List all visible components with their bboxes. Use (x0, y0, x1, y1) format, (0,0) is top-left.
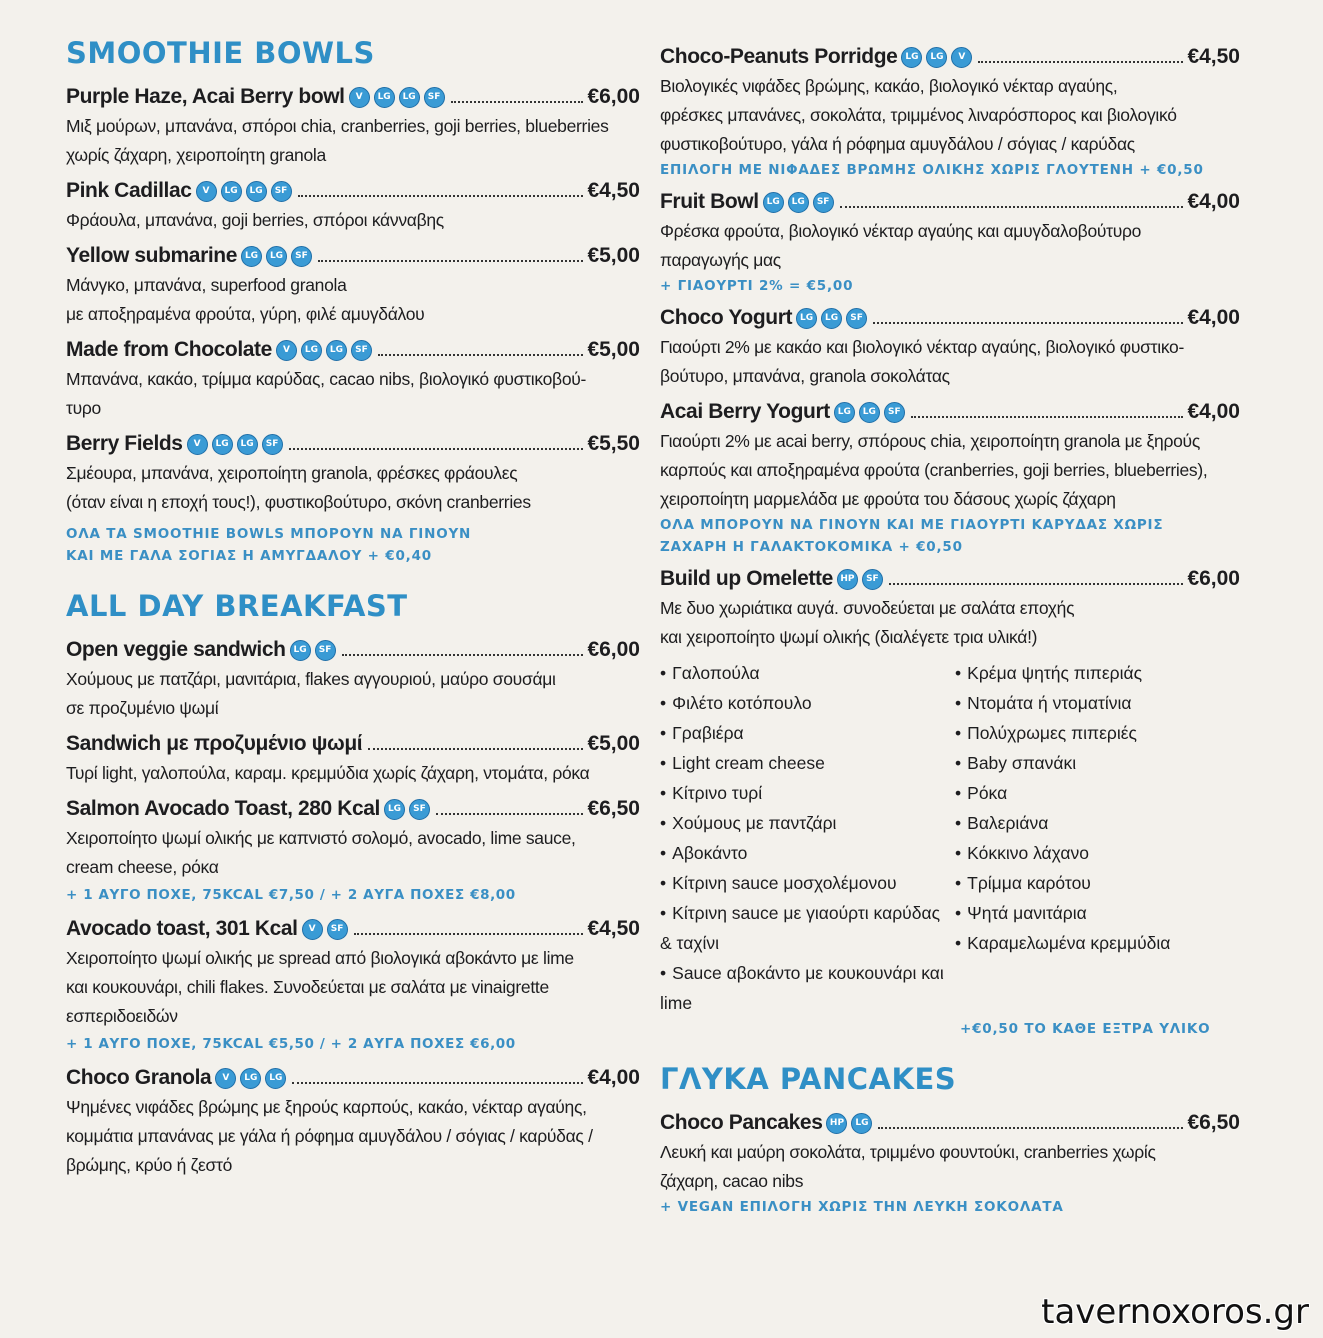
menu-item-header (66, 429, 640, 459)
menu-item-name: Avocado toast, 301 Kcal (66, 917, 298, 940)
ingredient-option: • Ψητά μανιτάρια (955, 898, 1170, 928)
menu-item-description: χειροποίητη μαρμελάδα με φρούτα του δάσους χωρίς ζάχαρη (660, 489, 1116, 509)
menu-item-description: Μπανάνα, κακάο, τρίμμα καρύδας, cacao nibs, βιολογικό φυστικοβού- (66, 369, 587, 389)
dietary-badges (187, 434, 283, 455)
menu-item-price: €5,00 (587, 732, 640, 755)
menu-item-extra-option: + 1 ΑΥΓΟ ΠΟΧΕ, 75KCAL €7,50 / + 2 ΑΥΓΑ ΠΟΧΕΣ €8,00 (66, 887, 516, 903)
menu-item (66, 635, 640, 723)
ingredient-option: • Κίτρινη sauce με γιαούρτι καρύδας & ταχίνι (660, 898, 955, 958)
dietary-badges (241, 246, 312, 267)
leader-dots (878, 1127, 1183, 1129)
breakfast-items (66, 635, 640, 1180)
dietary-badge-icon: LG (796, 308, 817, 329)
menu-item-header (66, 241, 640, 271)
ingredient-option: • Γραβιέρα (660, 718, 955, 748)
menu-item-header (66, 794, 640, 824)
menu-item-header (660, 564, 1240, 594)
dietary-badge-icon: SF (291, 246, 312, 267)
menu-item-description: Ψημένες νιφάδες βρώμης με ξηρούς καρπούς, κακάο, νέκταρ αγαύης, (66, 1097, 587, 1117)
ingredient-option: • Αβοκάντο (660, 838, 955, 868)
watermark: tavernoxoros.gr (1041, 1292, 1309, 1332)
ingredient-option: • Baby σπανάκι (955, 748, 1170, 778)
menu-item-note: + ΓΙΑΟΥΡΤΙ 2% = €5,00 (660, 278, 854, 294)
menu-item-price: €4,50 (587, 917, 640, 940)
dietary-badge-icon: SF (884, 402, 905, 423)
dietary-badge-icon: LG (301, 340, 322, 361)
right-column (660, 42, 1240, 1224)
dietary-badge-icon: LG (926, 47, 947, 68)
section-title-smoothie-bowls: SMOOTHIE BOWLS (66, 36, 375, 70)
menu-item (660, 42, 1240, 181)
menu-item-header (660, 303, 1240, 333)
dietary-badge-icon: LG (901, 47, 922, 68)
menu-item (66, 1063, 640, 1180)
menu-item-description: φρέσκες μπανάνες, σοκολάτα, τριμμένος λιναρόσπορος και βιολογικό (660, 105, 1177, 125)
dietary-badge-icon: V (196, 181, 217, 202)
menu-item (660, 303, 1240, 391)
dietary-badge-icon: SF (315, 640, 336, 661)
menu-item (66, 176, 640, 235)
smoothie-note-line: ΟΛΑ ΤΑ SMOOTHIE BOWLS ΜΠΟΡΟΥΝ ΝΑ ΓΙΝΟΥΝ (66, 526, 472, 542)
menu-item-price: €5,50 (587, 432, 640, 455)
menu-item-name: Pink Cadillac (66, 179, 192, 202)
menu-item-description: κομμάτια μπανάνας με γάλα ή ρόφημα αμυγδάλου / σόγιας / καρύδας / (66, 1126, 593, 1146)
dietary-badge-icon: LG (212, 434, 233, 455)
menu-item-name: Acai Berry Yogurt (660, 400, 830, 423)
menu-item-price: €5,00 (587, 338, 640, 361)
menu-item-description: cream cheese, ρόκα (66, 857, 219, 877)
dietary-badge-icon: SF (813, 192, 834, 213)
menu-item (66, 429, 640, 517)
leader-dots (911, 416, 1184, 418)
menu-item-note: ΕΠΙΛΟΓΗ ΜΕ ΝΙΦΑΔΕΣ ΒΡΩΜΗΣ ΟΛΙΚΗΣ ΧΩΡΙΣ ΓΛΟΥΤΕΝΗ + €0,50 (660, 162, 1204, 178)
left-column (66, 30, 640, 1186)
dietary-badge-icon: V (349, 87, 370, 108)
dietary-badge-icon: SF (351, 340, 372, 361)
dietary-badge-icon: SF (424, 87, 445, 108)
menu-item-header (66, 729, 640, 759)
menu-item-header (660, 187, 1240, 217)
leader-dots (354, 933, 584, 935)
menu-item-price: €6,00 (587, 85, 640, 108)
menu-item-extra-option: + 1 ΑΥΓΟ ΠΟΧΕ, 75KCAL €5,50 / + 2 ΑΥΓΑ ΠΟΧΕΣ €6,00 (66, 1036, 516, 1052)
menu-item-price: €4,00 (1187, 306, 1240, 329)
menu-item-note: + VEGAN ΕΠΙΛΟΓΗ ΧΩΡΙΣ ΤΗΝ ΛΕΥΚΗ ΣΟΚΟΛΑΤΑ (660, 1199, 1064, 1215)
leader-dots (292, 1082, 583, 1084)
leader-dots (318, 260, 583, 262)
dietary-badge-icon: V (215, 1068, 236, 1089)
menu-item-description: Φράουλα, μπανάνα, goji berries, σπόροι κάνναβης (66, 210, 444, 230)
ingredient-option: • Χούμους με παντζάρι (660, 808, 955, 838)
ingredient-option: • Ντομάτα ή ντοματίνια (955, 688, 1170, 718)
menu-item-name: Open veggie sandwich (66, 638, 286, 661)
menu-item-description: σε προζυμένιο ψωμί (66, 698, 219, 718)
menu-item-description: Μιξ μούρων, μπανάνα, σπόροι chia, cranberries, goji berries, blueberries (66, 116, 609, 136)
menu-item-price: €6,50 (1187, 1111, 1240, 1134)
dietary-badge-icon: V (951, 47, 972, 68)
dietary-badge-icon: V (276, 340, 297, 361)
leader-dots (298, 195, 584, 197)
menu-item-description: Με δυο χωριάτικα αυγά. συνοδεύεται με σαλάτα εποχής (660, 598, 1075, 618)
leader-dots (368, 748, 583, 750)
dietary-badge-icon: LG (788, 192, 809, 213)
menu-item-name: Choco-Peanuts Porridge (660, 45, 898, 68)
dietary-badges (901, 47, 972, 68)
leader-dots (436, 813, 583, 815)
menu-item-description: Φρέσκα φρούτα, βιολογικό νέκταρ αγαύης και αμυγδαλοβούτυρο (660, 221, 1142, 241)
menu-item-header (66, 1063, 640, 1093)
dietary-badges (826, 1113, 872, 1134)
leader-dots (342, 654, 584, 656)
menu-item-name: Yellow submarine (66, 244, 237, 267)
menu-item (660, 397, 1240, 558)
dietary-badge-icon: SF (327, 919, 348, 940)
dietary-badge-icon: LG (221, 181, 242, 202)
menu-item-description: Σμέουρα, μπανάνα, χειροποίητη granola, φρέσκες φράουλες (66, 463, 518, 483)
ingredient-option: • Τρίμμα καρότου (955, 868, 1170, 898)
menu-item-header (660, 397, 1240, 427)
menu-item-price: €5,00 (587, 244, 640, 267)
dietary-badge-icon: LG (265, 1068, 286, 1089)
dietary-badge-icon: LG (237, 434, 258, 455)
menu-item-note: ΖΑΧΑΡΗ Η ΓΑΛΑΚΤΟΚΟΜΙΚΑ + €0,50 (660, 539, 963, 555)
dietary-badge-icon: LG (399, 87, 420, 108)
leader-dots (978, 61, 1183, 63)
dietary-badges (763, 192, 834, 213)
ingredient-option: • Κίτρινο τυρί (660, 778, 955, 808)
menu-item-description: παραγωγής μας (660, 250, 781, 270)
menu-item (66, 82, 640, 170)
dietary-badge-icon: LG (326, 340, 347, 361)
menu-item-price: €4,50 (587, 179, 640, 202)
menu-item-description: και κουκουνάρι, chili flakes. Συνοδεύεται με σαλάτα με vinaigrette (66, 977, 549, 997)
smoothie-note-line: ΚΑΙ ΜΕ ΓΑΛΑ ΣΟΓΙΑΣ Η ΑΜΥΓΔΑΛΟΥ + €0,40 (66, 548, 432, 564)
dietary-badge-icon: LG (821, 308, 842, 329)
dietary-badge-icon: LG (241, 246, 262, 267)
menu-item (660, 187, 1240, 297)
menu-item-description: βρώμης, κρύο ή ζεστό (66, 1155, 233, 1175)
menu-item-header (660, 1108, 1240, 1138)
ingredient-option: • Πολύχρωμες πιπεριές (955, 718, 1170, 748)
menu-item-price: €6,00 (587, 638, 640, 661)
menu-item-price: €6,00 (1187, 567, 1240, 590)
menu-item-price: €4,00 (1187, 190, 1240, 213)
dietary-badge-icon: LG (266, 246, 287, 267)
ingredient-option: • Κόκκινο λάχανο (955, 838, 1170, 868)
menu-item-description: εσπεριδοειδών (66, 1006, 178, 1026)
menu-item-price: €4,00 (587, 1066, 640, 1089)
pancake-items (660, 1108, 1240, 1218)
menu-item-description: και χειροποίητο ψωμί ολικής (διαλέγετε τρια υλικά!) (660, 627, 1038, 647)
menu-item-description: (όταν είναι η εποχή τους!), φυστικοβούτυρο, σκόνη cranberries (66, 492, 531, 512)
menu-item-header (66, 335, 640, 365)
dietary-badge-icon: LG (384, 799, 405, 820)
menu-item-description: χωρίς ζάχαρη, χειροποίητη granola (66, 145, 326, 165)
menu-item-header (660, 42, 1240, 72)
leader-dots (840, 206, 1184, 208)
ingredient-option: • Κρέμα ψητής πιπεριάς (955, 658, 1170, 688)
dietary-badge-icon: SF (862, 569, 883, 590)
ingredient-option: • Βαλεριάνα (955, 808, 1170, 838)
dietary-badge-icon: LG (290, 640, 311, 661)
menu-item-header (66, 914, 640, 944)
menu-item (66, 794, 640, 908)
menu-item-name: Berry Fields (66, 432, 183, 455)
menu-item-name: Choco Granola (66, 1066, 212, 1089)
menu-item-name: Build up Omelette (660, 567, 833, 590)
ingredient-option: • Ρόκα (955, 778, 1170, 808)
dietary-badge-icon: SF (271, 181, 292, 202)
right-items (660, 42, 1240, 652)
menu-item-price: €6,50 (587, 797, 640, 820)
dietary-badges (796, 308, 867, 329)
omelette-ingredients (660, 658, 1240, 1018)
dietary-badge-icon: HP (826, 1113, 847, 1134)
dietary-badge-icon: LG (851, 1113, 872, 1134)
menu-item-description: Χειροποίητο ψωμί ολικής με spread από βιολογικά αβοκάντο με lime (66, 948, 574, 968)
dietary-badge-icon: V (302, 919, 323, 940)
smoothie-note (66, 523, 640, 567)
menu-item-description: Τυρί light, γαλοπούλα, καραμ. κρεμμύδια χωρίς ζάχαρη, ντομάτα, ρόκα (66, 763, 590, 783)
menu-item-note: ΟΛΑ ΜΠΟΡΟΥΝ ΝΑ ΓΙΝΟΥΝ ΚΑΙ ΜΕ ΓΙΑΟΥΡΤΙ ΚΑΡΥΔΑΣ ΧΩΡΙΣ (660, 517, 1164, 533)
ingredient-option: • Γαλοπούλα (660, 658, 955, 688)
ingredient-option: • Sauce αβοκάντο με κουκουνάρι και lime (660, 958, 955, 1018)
ingredient-option: • Φιλέτο κοτόπουλο (660, 688, 955, 718)
menu-item-description: φυστικοβούτυρο, γάλα ή ρόφημα αμυγδάλου / σόγιας / καρύδας (660, 134, 1135, 154)
dietary-badge-icon: LG (859, 402, 880, 423)
dietary-badges (834, 402, 905, 423)
menu-item-name: Purple Haze, Acai Berry bowl (66, 85, 345, 108)
dietary-badges (276, 340, 372, 361)
menu-item (66, 241, 640, 329)
ingredient-option: • Καραμελωμένα κρεμμύδια (955, 928, 1170, 958)
dietary-badge-icon: SF (262, 434, 283, 455)
menu-item-name: Sandwich με προζυμένιο ψωμί (66, 732, 363, 755)
dietary-badge-icon: LG (763, 192, 784, 213)
menu-item-description: Μάνγκο, μπανάνα, superfood granola (66, 275, 347, 295)
leader-dots (378, 354, 584, 356)
leader-dots (889, 583, 1184, 585)
dietary-badge-icon: LG (374, 87, 395, 108)
menu-item-price: €4,50 (1187, 45, 1240, 68)
menu-item-description: με αποξηραμένα φρούτα, γύρη, φιλέ αμυγδάλου (66, 304, 425, 324)
menu-item (660, 564, 1240, 652)
menu-item-description: Γιαούρτι 2% με κακάο και βιολογικό νέκταρ αγαύης, βιολογικό φυστικο- (660, 337, 1185, 357)
dietary-badges (302, 919, 348, 940)
extra-ingredient-note: +€0,50 ΤΟ ΚΑΘΕ ΕΞΤΡΑ ΥΛΙΚΟ (960, 1021, 1211, 1037)
dietary-badge-icon: HP (837, 569, 858, 590)
menu-item (66, 914, 640, 1057)
dietary-badges (196, 181, 292, 202)
section-title-pancakes: ΓΛΥΚΑ PANCAKES (660, 1062, 957, 1096)
menu-item-description: Γιαούρτι 2% με acai berry, σπόρους chia, χειροποίητη granola με ξηρούς (660, 431, 1200, 451)
dietary-badge-icon: LG (240, 1068, 261, 1089)
menu-item-name: Fruit Bowl (660, 190, 759, 213)
menu-item-description: καρπούς και αποξηραμένα φρούτα (cranberries, goji berries, blueberries), (660, 460, 1208, 480)
menu-item-header (66, 635, 640, 665)
menu-item-description: Βιολογικές νιφάδες βρώμης, κακάο, βιολογικό νέκταρ αγαύης, (660, 76, 1118, 96)
dietary-badges (290, 640, 336, 661)
menu-item-price: €4,00 (1187, 400, 1240, 423)
menu-item-name: Choco Pancakes (660, 1111, 823, 1134)
smoothie-items (66, 82, 640, 517)
ingredients-list-right (955, 658, 1170, 1018)
leader-dots (873, 322, 1183, 324)
menu-item-description: Χειροποίητο ψωμί ολικής με καπνιστό σολομό, avocado, lime sauce, (66, 828, 576, 848)
leader-dots (451, 101, 584, 103)
menu-item (660, 1108, 1240, 1218)
dietary-badge-icon: LG (834, 402, 855, 423)
menu-item (66, 335, 640, 423)
menu-item (66, 729, 640, 788)
dietary-badges (215, 1068, 286, 1089)
section-title-all-day-breakfast: ALL DAY BREAKFAST (66, 589, 408, 623)
menu-item-name: Salmon Avocado Toast, 280 Kcal (66, 797, 380, 820)
dietary-badges (384, 799, 430, 820)
menu-item-header (66, 82, 640, 112)
ingredient-option: • Κίτρινη sauce μοσχολέμονου (660, 868, 955, 898)
dietary-badge-icon: V (187, 434, 208, 455)
menu-item-name: Choco Yogurt (660, 306, 793, 329)
leader-dots (289, 448, 584, 450)
menu-item-description: ζάχαρη, cacao nibs (660, 1171, 804, 1191)
menu-item-description: βούτυρο, μπανάνα, granola σοκολάτας (660, 366, 950, 386)
dietary-badge-icon: SF (846, 308, 867, 329)
dietary-badges (349, 87, 445, 108)
dietary-badge-icon: SF (409, 799, 430, 820)
dietary-badge-icon: LG (246, 181, 267, 202)
menu-item-header (66, 176, 640, 206)
ingredient-option: • Light cream cheese (660, 748, 955, 778)
menu-item-name: Made from Chocolate (66, 338, 272, 361)
menu-item-description: Λευκή και μαύρη σοκολάτα, τριμμένο φουντούκι, cranberries χωρίς (660, 1142, 1156, 1162)
ingredients-list-left (660, 658, 955, 1018)
dietary-badges (837, 569, 883, 590)
menu-item-description: Χούμους με πατζάρι, μανιτάρια, flakes αγγουριού, μαύρο σουσάμι (66, 669, 556, 689)
menu-item-description: τυρο (66, 398, 101, 418)
